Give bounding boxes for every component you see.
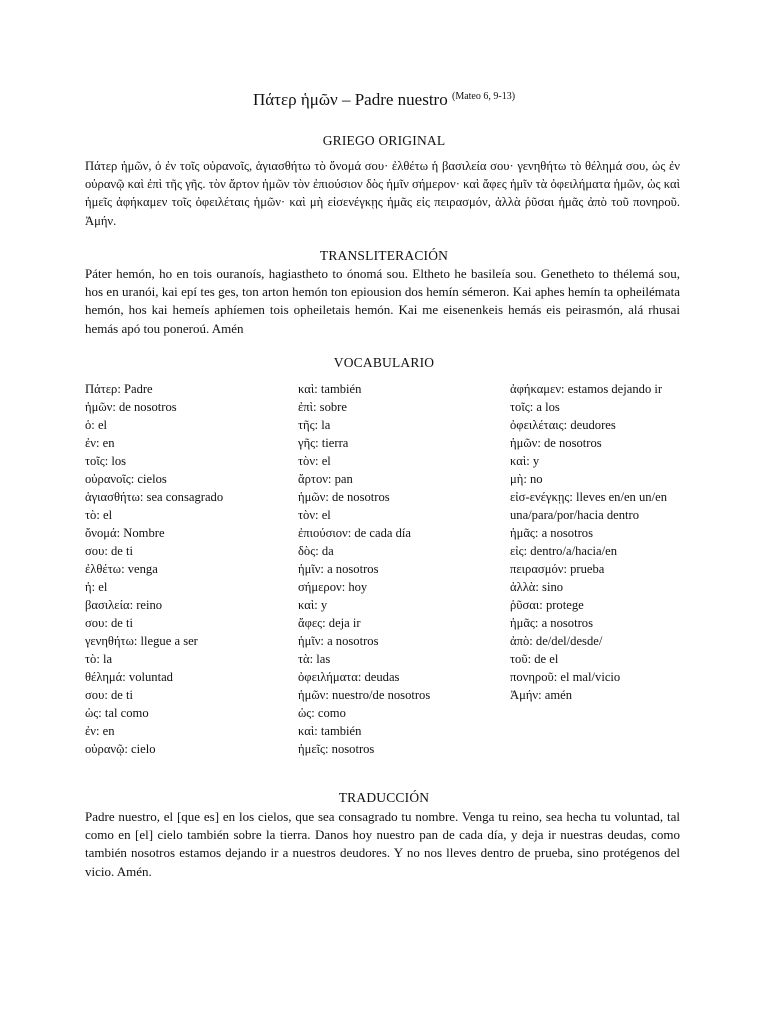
vocabulary-entry: ἡ: el <box>85 580 108 594</box>
vocabulary-entry: οὐρανοῖς: cielos <box>85 472 167 486</box>
vocabulary-entry: οὐρανῷ: cielo <box>85 742 156 756</box>
vocabulary-entry: ἁγιασθήτω: sea consagrado <box>85 490 224 504</box>
vocabulary-column-3 <box>510 380 690 704</box>
transliteration-text: Páter hemón, ho en tois ouranoís, hagiastheto to ónomá sou. Eltheto he basileía sou. Genetheto to thélemá sou, hos en uranói, kai epí tes ges, ton arton hemón ton epiousion dos hemín sémeron. Kai aphes hemín ta opheilémata hemón, hos kai hemeís aphíemen tois opheiletais hemón. Kai me eisenenkeis hemás eis peirasmón, alá rhusai hemás apó tou ponerоú. Amén <box>85 266 680 336</box>
vocabulary-entry: μὴ: no <box>510 472 543 486</box>
vocabulary-entry: δὸς: da <box>298 544 334 558</box>
heading-translation: TRADUCCIÓN <box>338 790 430 805</box>
vocabulary-entry: ἐλθέτω: venga <box>85 562 158 576</box>
vocabulary-entry: ἄφες: deja ir <box>298 616 361 630</box>
vocabulary-column-1 <box>85 380 285 758</box>
vocabulary-entry: σου: de ti <box>85 688 134 702</box>
page-title <box>0 90 768 110</box>
vocabulary-entry: ἡμεῖς: nosotros <box>298 742 375 756</box>
translation-text: Padre nuestro, el [que es] en los cielos, que sea consagrado tu nombre. Venga tu reino, sea hecha tu voluntad, tal como en [el] cielo también sobre la tierra. Danos hoy nuestro pan de cada día, y deja ir nuestras deudas, como también nosotros estamos dejando ir a nuestros deudores. Y no nos lleves dentro de prueba, sino protégenos del vicio. Amén. <box>85 809 680 879</box>
vocabulary-entry: ἡμῶν: de nosotros <box>298 490 390 504</box>
heading-transliteration: TRANSLITERACIÓN <box>319 248 449 263</box>
vocabulary-entry: ἡμῶν: de nosotros <box>510 436 602 450</box>
vocabulary-entry: σου: de ti <box>85 616 134 630</box>
vocabulary-entry: ἀλλὰ: sino <box>510 580 564 594</box>
vocabulary-entry: ὁ: el <box>85 418 108 432</box>
vocabulary-entry: τὸν: el <box>298 454 331 468</box>
vocabulary-entry: τὸ: el <box>85 508 113 522</box>
vocabulary-entry: τοῖς: los <box>85 454 127 468</box>
vocabulary-entry: καὶ: también <box>298 382 362 396</box>
vocabulary-entry: ἡμῶν: nuestro/de nosotros <box>298 688 431 702</box>
vocabulary-entry: γενηθήτω: llegue a ser <box>85 634 198 648</box>
vocabulary-column-2 <box>298 380 498 758</box>
vocabulary-entry: ἐν: en <box>85 724 115 738</box>
vocabulary-entry: γῆς: tierra <box>298 436 349 450</box>
vocabulary-entry: εἰσ-ενέγκῃς: lleves en/en un/en una/para/por/hacia dentro <box>510 490 667 522</box>
vocabulary-entry: εἰς: dentro/a/hacia/en <box>510 544 618 558</box>
vocabulary-entry: καὶ: y <box>298 598 328 612</box>
vocabulary-entry: ἡμῶν: de nosotros <box>85 400 177 414</box>
vocabulary-entry: τῆς: la <box>298 418 331 432</box>
vocabulary-entry: ἐπὶ: sobre <box>298 400 347 414</box>
vocabulary-entry: ἐπιούσιον: de cada día <box>298 526 412 540</box>
vocabulary-entry: πονηροῦ: el mal/vicio <box>510 670 621 684</box>
vocabulary-entry: βασιλεία: reino <box>85 598 163 612</box>
vocabulary-entry: ἡμῖν: a nosotros <box>298 634 379 648</box>
vocabulary-entry: τοῖς: a los <box>510 400 560 414</box>
vocabulary-entry: ἡμᾶς: a nosotros <box>510 526 593 540</box>
original-greek-text: Πάτερ ἡμῶν, ὁ ἐν τοῖς οὐρανοῖς, ἁγιασθήτω τὸ ὄνομά σου· ἐλθέτω ἡ βασιλεία σου· γενηθήτω τὸ θέλημά σου, ὡς ἐν οὐρανῷ καὶ ἐπὶ τῆς γῆς. τὸν ἄρτον ἡμῶν τὸν ἐπιούσιον δὸς ἡμῖν σήμερον· καὶ ἄφες ἡμῖν τὰ ὀφειλήματα ἡμῶν, ὡς καὶ ἡμεῖς ἀφήκαμεν τοῖς ὀφειλέταις ἡμῶν· καὶ μὴ εἰσενέγκῃς ἡμᾶς εἰς πειρασμόν, ἀλλὰ ῥῦσαι ἡμᾶς ἀπὸ τοῦ πονηροῦ. Ἀμήν. <box>85 159 680 228</box>
title-text: Πάτερ ἡμῶν – Padre nuestro <box>252 90 448 109</box>
vocabulary-entry: ὡς: tal como <box>85 706 149 720</box>
vocabulary-entry: ἀφήκαμεν: estamos dejando ir <box>510 382 663 396</box>
vocabulary-entry: σήμερον: hoy <box>298 580 368 594</box>
vocabulary-entry: θέλημά: voluntad <box>85 670 173 684</box>
title-reference: (Mateo 6, 9-13) <box>451 91 516 102</box>
vocabulary-entry: τοῦ: de el <box>510 652 559 666</box>
heading-vocabulary: VOCABULARIO <box>333 355 435 370</box>
vocabulary-entry: ῥῦσαι: protege <box>510 598 584 612</box>
vocabulary-entry: ὀφειλήματα: deudas <box>298 670 400 684</box>
vocabulary-entry: Πάτερ: Padre <box>85 382 153 396</box>
heading-original: GRIEGO ORIGINAL <box>322 133 446 148</box>
vocabulary-entry: ὄνομά: Nombre <box>85 526 165 540</box>
vocabulary-entry: ἀπὸ: de/del/desde/ <box>510 634 603 648</box>
vocabulary-entry: πειρασμόν: prueba <box>510 562 605 576</box>
vocabulary-entry: καὶ: también <box>298 724 362 738</box>
vocabulary-entry: ἡμῖν: a nosotros <box>298 562 379 576</box>
vocabulary-entry: τὸν: el <box>298 508 331 522</box>
vocabulary-entry: τὸ: la <box>85 652 113 666</box>
vocabulary-entry: ἡμᾶς: a nosotros <box>510 616 593 630</box>
vocabulary-entry: καὶ: y <box>510 454 540 468</box>
vocabulary-entry: ἐν: en <box>85 436 115 450</box>
vocabulary-entry: ὀφειλέταις: deudores <box>510 418 616 432</box>
vocabulary-entry: σου: de ti <box>85 544 134 558</box>
vocabulary-entry: Ἀμήν: amén <box>510 688 573 702</box>
vocabulary-entry: τὰ: las <box>298 652 331 666</box>
vocabulary-entry: ὡς: como <box>298 706 346 720</box>
vocabulary-entry: ἄρτον: pan <box>298 472 353 486</box>
